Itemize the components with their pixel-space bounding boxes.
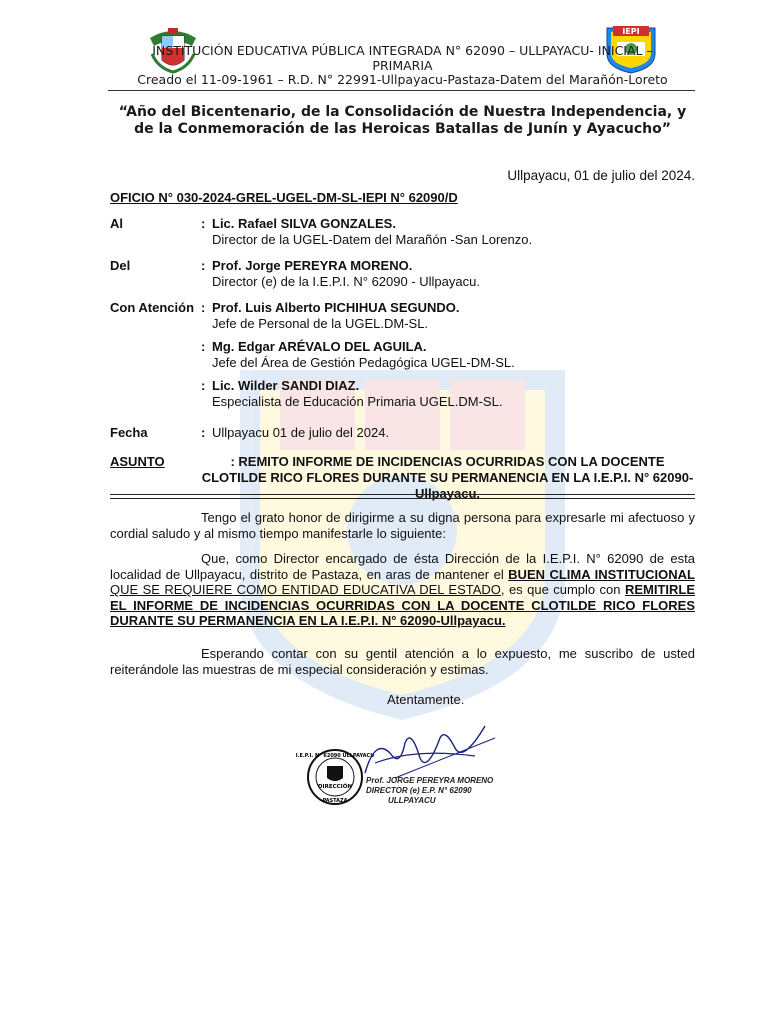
oficio-number: OFICIO N° 030-2024-GREL-UGEL-DM-SL-IEPI N° 62090/D (110, 190, 458, 205)
field-value (212, 258, 702, 290)
field-colon: : (201, 378, 206, 393)
asunto-text: : REMITO INFORME DE INCIDENCIAS OCURRIDAS CON LA DOCENTE CLOTILDE RICO FLORES DURANTE SU PERMANENCIA EN LA I.E.P.I. N° 62090-Ullpayacu. (201, 454, 694, 501)
motto-line2: de la Conmemoración de las Heroicas Batallas de Junín y Ayacucho” (134, 121, 671, 137)
header-divider (108, 90, 695, 91)
sender-role: Director (e) de la I.E.P.I. N° 62090 - Ullpayacu. (212, 274, 480, 289)
institution-creation-line: Creado el 11-09-1961 – R.D. N° 22991-Ullpayacu-Pastaza-Datem del Marañón-Loreto (137, 72, 668, 87)
field-colon: : (201, 216, 206, 231)
attention-name: Prof. Luis Alberto PICHIHUA SEGUNDO. (212, 300, 460, 315)
paragraph-text: es que cumplo con (504, 582, 625, 597)
svg-text:I.E.P.I. N° 62090 ULLPAYACU: I.E.P.I. N° 62090 ULLPAYACU (295, 753, 375, 759)
letterhead (110, 24, 695, 94)
field-value: Ullpayacu 01 de julio del 2024. (212, 425, 390, 440)
field-label: Con Atención (110, 300, 195, 315)
year-motto (100, 104, 705, 138)
field-value (212, 216, 702, 248)
signer-title: DIRECTOR (e) E.P. N° 62090 (366, 786, 472, 795)
attention-role: Jefe de Personal de la UGEL.DM-SL. (212, 316, 429, 331)
field-value (212, 300, 702, 332)
recipient-name: Lic. Rafael SILVA GONZALES. (212, 216, 396, 231)
body-paragraph-1 (110, 510, 695, 541)
field-label: Fecha (110, 425, 148, 440)
signer-location: ULLPAYACU (388, 796, 436, 805)
institution-name-line2: PRIMARIA (372, 57, 433, 73)
signer-name: Prof. JORGE PEREYRA MORENO (366, 776, 494, 785)
attention-name: Lic. Wilder SANDI DIAZ. (212, 378, 360, 393)
field-label: Del (110, 258, 131, 273)
field-colon: : (201, 300, 206, 315)
svg-text:DIRECCIÓN: DIRECCIÓN (317, 784, 353, 790)
attention-role: Jefe del Área de Gestión Pedagógica UGEL-DM-SL. (212, 355, 515, 370)
body-paragraph-3 (110, 646, 695, 677)
paragraph-text: Esperando contar con su gentil atención a lo expuesto, me suscribo de usted reiterándole las muestras de mi especial consideración y estimas. (110, 646, 695, 677)
asunto-label: ASUNTO (110, 454, 165, 469)
paragraph-text: Que, como Director encargado de ésta Dirección de la I.E.P.I. N° 62090 de esta localidad de Ullpayacu, distrito de Pastaza, en aras de mantener el (110, 551, 695, 582)
attention-role: Especialista de Educación Primaria UGEL.DM-SL. (212, 394, 503, 409)
motto-line1: “Año del Bicentenario, de la Consolidación de Nuestra Independencia, y (118, 104, 687, 120)
institution-name-line1: INSTITUCIÓN EDUCATIVA PÚBLICA INTEGRADA N° 62090 – ULLPAYACU- INICIAL – (152, 43, 653, 58)
institution-header (110, 44, 695, 88)
field-label: Al (110, 216, 123, 231)
closing-salutation: Atentamente. (387, 692, 465, 707)
letter-date: Ullpayacu, 01 de julio del 2024. (507, 168, 695, 183)
field-colon: : (201, 425, 206, 440)
field-colon: : (201, 339, 206, 354)
paragraph-text: Tengo el grato honor de dirigirme a su digna persona para expresarle mi afectuoso y cordial saludo y al mismo tiempo manifestarle lo siguiente: (110, 510, 695, 541)
signature-stamp (366, 776, 493, 806)
recipient-role: Director de la UGEL-Datem del Marañón -San Lorenzo. (212, 232, 533, 247)
sender-name: Prof. Jorge PEREYRA MORENO. (212, 258, 413, 273)
emphasis-entidad: QUE SE REQUIERE COMO ENTIDAD EDUCATIVA DEL ESTADO, (110, 582, 505, 597)
attention-name: Mg. Edgar ARÉVALO DEL AGUILA. (212, 339, 427, 354)
body-paragraph-2 (110, 551, 695, 629)
field-value (212, 378, 702, 410)
field-value (212, 339, 702, 371)
svg-text:IEPI: IEPI (622, 27, 640, 36)
section-divider (110, 494, 695, 499)
emphasis-clima: BUEN CLIMA INSTITUCIONAL (508, 566, 695, 582)
field-colon: : (201, 258, 206, 273)
svg-text:PASTAZA: PASTAZA (322, 798, 348, 804)
emphasis-remitirle: REMITIRLE EL INFORME DE INCIDENCIAS OCURRIDAS CON LA DOCENTE CLOTILDE RICO FLORES DURANTE SU PERMANENCIA EN LA I.E.P.I. N° 62090-Ullpayacu. (110, 582, 695, 628)
